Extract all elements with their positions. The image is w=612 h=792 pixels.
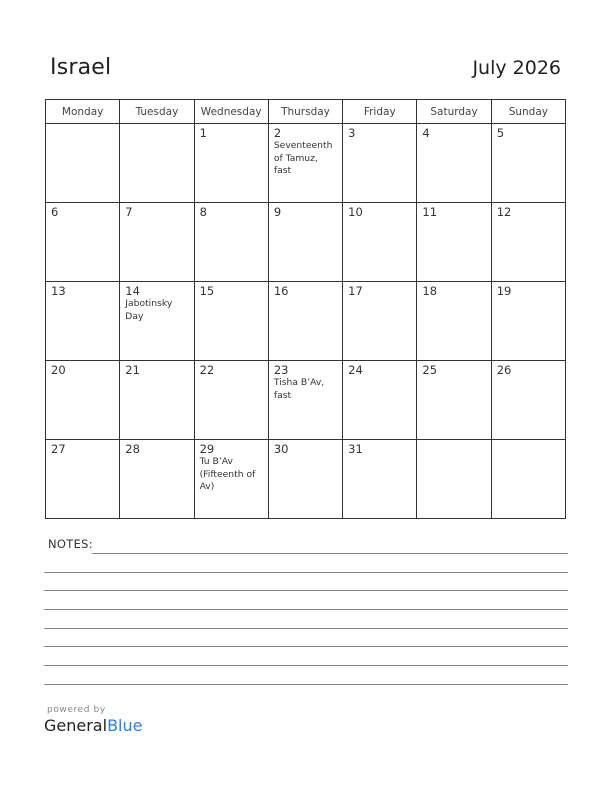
- day-cell: [268, 282, 342, 361]
- day-number: 6: [51, 205, 59, 219]
- notes-line: [44, 609, 568, 610]
- day-cell: [343, 282, 417, 361]
- day-cell: [268, 124, 342, 203]
- weekday-header-row: [46, 100, 566, 124]
- day-number: 29: [199, 442, 215, 456]
- holiday-label: Jabotinsky Day: [125, 298, 173, 322]
- day-cell: [417, 124, 491, 203]
- day-number: 8: [199, 205, 207, 219]
- country-title: Israel: [50, 55, 112, 80]
- day-number: 21: [125, 363, 140, 377]
- day-cell: [46, 361, 120, 440]
- day-number: 22: [199, 363, 215, 377]
- day-cell: [46, 203, 120, 282]
- notes-line: [44, 628, 568, 629]
- day-number: 2: [273, 126, 282, 140]
- day-cell: [120, 124, 194, 203]
- day-cell: [491, 203, 565, 282]
- day-number: 18: [422, 284, 438, 298]
- generalblue-logo[interactable]: [44, 716, 142, 735]
- day-cell: [491, 282, 565, 361]
- brand-general: General: [44, 716, 108, 735]
- day-cell: [194, 203, 268, 282]
- day-cell: [343, 440, 417, 519]
- day-cell: [343, 203, 417, 282]
- notes-line: [92, 553, 568, 554]
- week-row: [46, 124, 566, 203]
- day-cell: [46, 440, 120, 519]
- day-number: 19: [496, 284, 512, 298]
- day-cell: [268, 440, 342, 519]
- day-cell: [343, 124, 417, 203]
- day-number: 26: [496, 363, 512, 377]
- day-cell: [268, 203, 342, 282]
- day-number: 3: [348, 126, 356, 140]
- day-number: 17: [348, 284, 363, 298]
- week-row: [46, 440, 566, 519]
- calendar-grid: [45, 99, 566, 519]
- day-cell: [120, 282, 194, 361]
- day-cell: [417, 203, 491, 282]
- week-row: [46, 203, 566, 282]
- day-cell: [491, 361, 565, 440]
- day-number: 15: [199, 284, 215, 298]
- day-cell: [417, 440, 491, 519]
- day-number: 28: [125, 442, 140, 456]
- day-cell: [194, 124, 268, 203]
- day-number: 25: [422, 363, 438, 377]
- day-number: 4: [422, 126, 430, 140]
- weekday-header: Saturday: [417, 100, 491, 124]
- day-number: 5: [496, 126, 505, 140]
- month-year-title: July 2026: [472, 57, 561, 79]
- day-cell: [120, 361, 194, 440]
- day-cell: [194, 440, 268, 519]
- notes-label: NOTES:: [48, 537, 93, 551]
- weekday-header: Thursday: [268, 100, 342, 124]
- day-number: 1: [199, 126, 207, 140]
- day-number: 13: [51, 284, 66, 298]
- day-number: 7: [125, 205, 133, 219]
- weekday-header: Friday: [343, 100, 417, 124]
- day-number: 23: [273, 363, 289, 377]
- holiday-label: Seventeenth of Tamuz, fast: [273, 140, 333, 176]
- day-cell: [491, 440, 565, 519]
- day-number: 11: [422, 205, 438, 219]
- day-cell: [417, 282, 491, 361]
- day-cell: [343, 361, 417, 440]
- week-row: [46, 282, 566, 361]
- day-cell: [194, 361, 268, 440]
- day-number: 10: [348, 205, 363, 219]
- week-row: [46, 361, 566, 440]
- notes-line: [44, 572, 568, 573]
- weekday-header: Tuesday: [120, 100, 194, 124]
- day-cell: [268, 361, 342, 440]
- holiday-label: Tisha B’Av, fast: [273, 377, 325, 401]
- weekday-header: Monday: [46, 100, 120, 124]
- brand-blue: Blue: [107, 716, 143, 735]
- day-cell: [120, 440, 194, 519]
- day-number: 31: [348, 442, 363, 456]
- powered-by-text: powered by: [47, 705, 106, 715]
- day-cell: [120, 203, 194, 282]
- notes-line: [44, 646, 568, 647]
- notes-line: [44, 684, 568, 685]
- weekday-header: Wednesday: [194, 100, 268, 124]
- holiday-label: Tu B’Av (Fifteenth of Av): [199, 456, 256, 492]
- day-number: 27: [51, 442, 66, 456]
- day-cell: [194, 282, 268, 361]
- day-number: 14: [125, 284, 140, 298]
- weekday-header: Sunday: [491, 100, 565, 124]
- day-cell: [46, 282, 120, 361]
- day-cell: [46, 124, 120, 203]
- day-number: 16: [273, 284, 289, 298]
- notes-line: [44, 590, 568, 591]
- notes-line: [44, 665, 568, 666]
- day-number: 12: [496, 205, 512, 219]
- day-number: 30: [273, 442, 289, 456]
- day-cell: [417, 361, 491, 440]
- day-number: 24: [348, 363, 363, 377]
- day-number: 20: [51, 363, 66, 377]
- day-cell: [491, 124, 565, 203]
- day-number: 9: [273, 205, 282, 219]
